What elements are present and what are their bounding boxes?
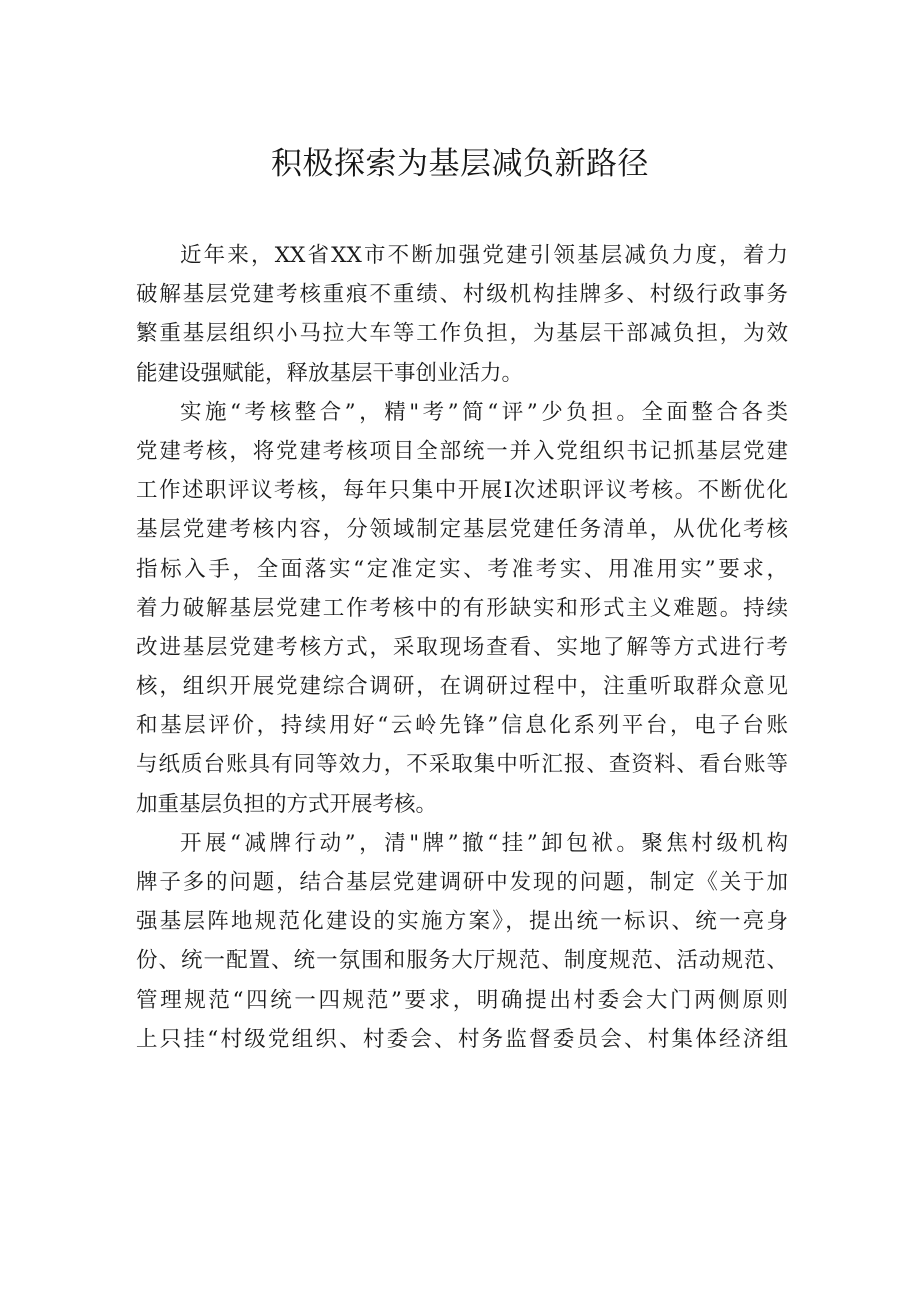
- paragraph-2-line: 和基层评价，持续用好“云岭先锋”信息化系列平台，电子台账: [136, 713, 788, 739]
- paragraph-3-line: 开展“减牌行动”，清"牌”撤“挂”卸包袱。聚焦村级机构: [180, 830, 788, 856]
- paragraph-2-line: 工作述职评议考核，每年只集中开展I次述职评议考核。不断优化: [136, 478, 788, 504]
- paragraph-2-line: 改进基层党建考核方式，采取现场查看、实地了解等方式进行考: [136, 634, 788, 660]
- paragraph-1-line: 繁重基层组织小马拉大车等工作负担，为基层干部减负担，为效: [136, 321, 788, 347]
- paragraph-1-line: 破解基层党建考核重痕不重绩、村级机构挂牌多、村级行政事务: [136, 282, 788, 308]
- paragraph-3-line: 强基层阵地规范化建设的实施方案》，提出统一标识、统一亮身: [136, 909, 788, 935]
- paragraph-3-line: 上只挂“村级党组织、村委会、村务监督委员会、村集体经济组: [136, 1026, 788, 1052]
- paragraph-1-line: 近年来，XX省XX市不断加强党建引领基层减负力度，着力: [180, 243, 788, 268]
- paragraph-2-line: 指标入手，全面落实“定准定实、考准考实、用准用实”要求，: [136, 556, 788, 582]
- paragraph-3-line: 牌子多的问题，结合基层党建调研中发现的问题，制定《关于加: [136, 870, 788, 895]
- paragraph-2-line: 基层党建考核内容，分领域制定基层党建任务清单，从优化考核: [136, 517, 788, 543]
- paragraph-1-line: 能建设强赋能，释放基层干事创业活力。: [136, 360, 524, 386]
- paragraph-2-line: 党建考核，将党建考核项目全部统一并入党组织书记抓基层党建: [136, 438, 788, 464]
- paragraph-2-line: 与纸质台账具有同等效力，不采取集中听汇报、查资料、看台账等: [136, 752, 788, 778]
- paragraph-2-line: 实施“考核整合”，精"考”简“评”少负担。全面整合各类: [180, 399, 788, 425]
- paragraph-3-line: 份、统一配置、统一氛围和服务大厅规范、制度规范、活动规范、: [136, 948, 788, 974]
- paragraph-3-line: 管理规范“四统一四规范”要求，明确提出村委会大门两侧原则: [136, 987, 788, 1013]
- paragraph-2-line: 核，组织开展党建综合调研，在调研过程中，注重听取群众意见: [136, 674, 788, 700]
- document-body: [136, 236, 788, 1059]
- paragraph-2-line: 着力破解基层党建工作考核中的有形缺实和形式主义难题。持续: [136, 595, 788, 621]
- paragraph-2-line: 加重基层负担的方式开展考核。: [136, 791, 438, 817]
- document-title: 积极探索为基层减负新路径: [271, 146, 649, 182]
